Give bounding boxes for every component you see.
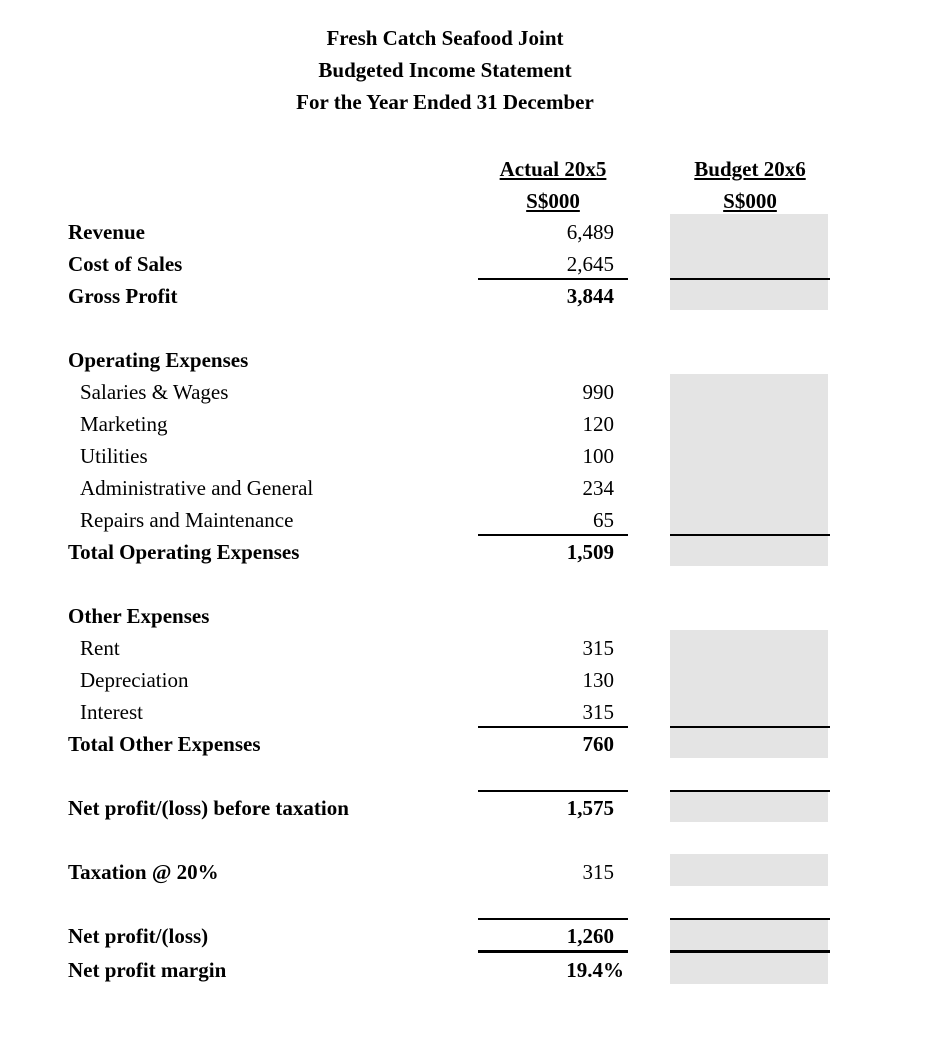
actual-value: 2,645 [566,252,614,276]
actual-value: 760 [582,732,614,756]
table-row [0,856,930,888]
row-label: Net profit/(loss) [68,924,209,948]
actual-value: 990 [582,380,614,404]
actual-value: 315 [582,860,614,884]
row-label: Operating Expenses [68,348,249,372]
actual-column-title: Actual 20x5 [499,157,607,181]
actual-value: 1,509 [566,540,614,564]
section-heading [0,600,930,632]
table-row [0,504,930,536]
row-label: Marketing [80,412,168,436]
table-row [0,536,930,568]
budget-column-unit: S$000 [723,189,777,213]
actual-value: 3,844 [566,284,614,308]
row-label: Gross Profit [68,284,178,308]
actual-value: 120 [582,412,614,436]
actual-value: 19.4% [566,958,624,982]
table-row [0,376,930,408]
table-row [0,696,930,728]
statement-title: Budgeted Income Statement [318,58,572,82]
actual-value: 130 [582,668,614,692]
table-row [0,280,930,312]
row-label: Rent [80,636,120,660]
budget-column-title: Budget 20x6 [694,157,806,181]
row-label: Cost of Sales [68,252,183,276]
row-label: Net profit margin [68,958,227,982]
actual-column-unit: S$000 [526,189,580,213]
row-label: Depreciation [80,668,189,692]
row-label: Total Other Expenses [68,732,261,756]
table-row [0,408,930,440]
row-label: Taxation @ 20% [68,860,219,884]
actual-value: 1,575 [566,796,614,820]
section-heading [0,344,930,376]
double-rule-budget [670,950,830,953]
actual-value: 1,260 [566,924,614,948]
row-label: Other Expenses [68,604,210,628]
table-row [0,632,930,664]
row-label: Administrative and General [80,476,314,500]
table-row [0,248,930,280]
row-label: Utilities [80,444,148,468]
row-label: Repairs and Maintenance [80,508,294,532]
double-rule-actual [478,950,628,953]
table-row [0,728,930,760]
table-row [0,472,930,504]
actual-value: 234 [582,476,614,500]
row-label: Net profit/(loss) before taxation [68,796,349,820]
row-label: Total Operating Expenses [68,540,300,564]
actual-value: 315 [582,700,614,724]
table-row [0,792,930,824]
statement-period: For the Year Ended 31 December [296,90,594,114]
table-row [0,664,930,696]
table-row [0,440,930,472]
actual-value: 65 [593,508,614,532]
actual-value: 315 [582,636,614,660]
company-name: Fresh Catch Seafood Joint [326,26,564,50]
actual-value: 100 [582,444,614,468]
table-row [0,920,930,952]
table-row [0,954,930,986]
row-label: Revenue [68,220,145,244]
row-label: Salaries & Wages [80,380,229,404]
row-label: Interest [80,700,143,724]
table-row [0,216,930,248]
actual-value: 6,489 [566,220,614,244]
